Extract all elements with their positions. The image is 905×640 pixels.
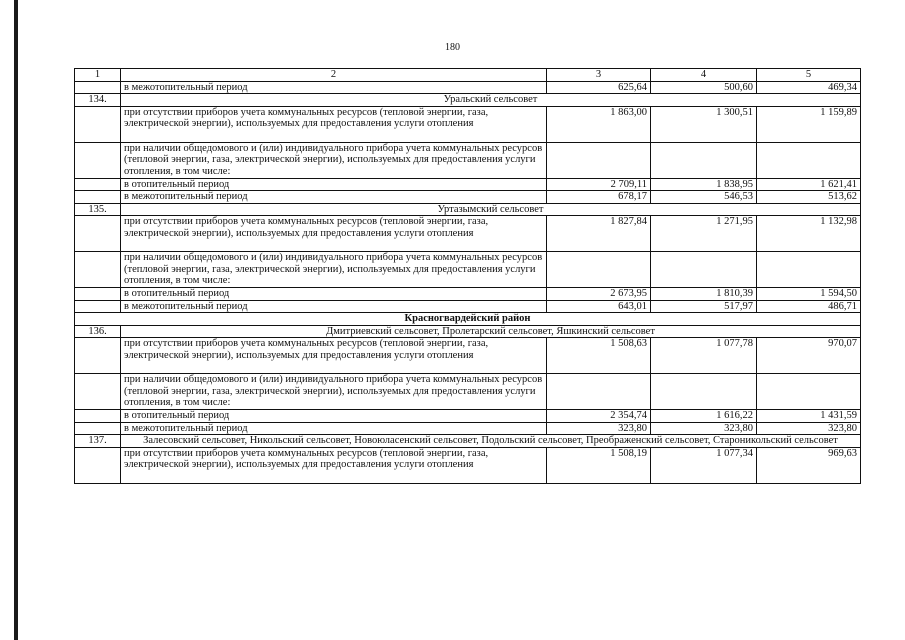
header-row [75,69,861,82]
value-col-3: 625,64 [547,81,651,94]
value-col-3: 643,01 [547,300,651,313]
value-col-4: 1 300,51 [651,106,757,142]
district-row [75,313,861,326]
row-label: при отсутствии приборов учета коммунальных ресурсов (тепловой энергии, газа, электрической энергии), используемых для предоставления услуги отопления [121,106,547,142]
section-number: 134. [75,94,121,107]
value-col-4: 546,53 [651,191,757,204]
value-col-5: 1 621,41 [757,178,861,191]
table-row [75,106,861,142]
value-col-4: 1 077,34 [651,447,757,483]
row-label: при наличии общедомового и (или) индивидуального прибора учета коммунальных ресурсов (тепловой энергии, газа, электрической энергии), используемых для предоставления услуги отопления, в том числе: [121,142,547,178]
value-col-5: 1 159,89 [757,106,861,142]
value-col-3: 2 709,11 [547,178,651,191]
left-margin-rule [14,0,18,640]
row-label: в отопительный период [121,410,547,423]
table-row [75,422,861,435]
value-col-4: 1 271,95 [651,216,757,252]
value-col-5: 486,71 [757,300,861,313]
value-col-5: 970,07 [757,338,861,374]
table-row [75,447,861,483]
value-col-3: 323,80 [547,422,651,435]
value-col-4: 1 077,78 [651,338,757,374]
header-col-3: 3 [547,69,651,82]
value-col-5: 969,63 [757,447,861,483]
row-label: при наличии общедомового и (или) индивидуального прибора учета коммунальных ресурсов (тепловой энергии, газа, электрической энергии), используемых для предоставления услуги отопления, в том числе: [121,374,547,410]
table-row [75,374,861,410]
row-label: в отопительный период [121,178,547,191]
value-col-5: 513,62 [757,191,861,204]
value-col-5: 1 594,50 [757,288,861,301]
value-col-5: 323,80 [757,422,861,435]
value-col-3: 1 863,00 [547,106,651,142]
table-row [75,410,861,423]
row-label: при отсутствии приборов учета коммунальных ресурсов (тепловой энергии, газа, электрической энергии), используемых для предоставления услуги отопления [121,216,547,252]
table-row [75,288,861,301]
row-label: в межотопительный период [121,81,547,94]
header-col-2: 2 [121,69,547,82]
row-label: при отсутствии приборов учета коммунальных ресурсов (тепловой энергии, газа, электрической энергии), используемых для предоставления услуги отопления [121,338,547,374]
header-col-4: 4 [651,69,757,82]
header-col-1: 1 [75,69,121,82]
section-header-134 [75,94,861,107]
row-label: в межотопительный период [121,191,547,204]
section-title: Уральский сельсовет [121,94,861,107]
value-col-4: 1 810,39 [651,288,757,301]
section-title: Залесовский сельсовет, Никольский сельсовет, Новоюласенский сельсовет, Подольский сельсовет, Преображенский сельсовет, Староникольский сельсовет [121,435,861,448]
value-col-3: 678,17 [547,191,651,204]
value-col-3: 2 673,95 [547,288,651,301]
table-row [75,300,861,313]
value-col-4: 517,97 [651,300,757,313]
section-header-135 [75,203,861,216]
value-col-3: 2 354,74 [547,410,651,423]
value-col-5: 1 132,98 [757,216,861,252]
value-col-4: 323,80 [651,422,757,435]
section-number: 135. [75,203,121,216]
row-label: в отопительный период [121,288,547,301]
value-col-3: 1 827,84 [547,216,651,252]
table-row [75,81,861,94]
section-number: 136. [75,325,121,338]
section-header-137 [75,435,861,448]
table-row [75,252,861,288]
table-row [75,338,861,374]
header-col-5: 5 [757,69,861,82]
tariff-table [74,68,861,484]
value-col-3: 1 508,63 [547,338,651,374]
row-label: в межотопительный период [121,422,547,435]
section-title: Уртазымский сельсовет [121,203,861,216]
row-label: в межотопительный период [121,300,547,313]
table-row [75,142,861,178]
row-label: при отсутствии приборов учета коммунальных ресурсов (тепловой энергии, газа, электрической энергии), используемых для предоставления услуги отопления [121,447,547,483]
section-header-136 [75,325,861,338]
page-number: 180 [445,42,460,53]
value-col-3: 1 508,19 [547,447,651,483]
table-row [75,191,861,204]
value-col-5: 469,34 [757,81,861,94]
value-col-5: 1 431,59 [757,410,861,423]
table-row [75,178,861,191]
section-number: 137. [75,435,121,448]
value-col-4: 1 838,95 [651,178,757,191]
row-label: при наличии общедомового и (или) индивидуального прибора учета коммунальных ресурсов (тепловой энергии, газа, электрической энергии), используемых для предоставления услуги отопления, в том числе: [121,252,547,288]
value-col-4: 500,60 [651,81,757,94]
value-col-4: 1 616,22 [651,410,757,423]
table-row [75,216,861,252]
section-title: Дмитриевский сельсовет, Пролетарский сельсовет, Яшкинский сельсовет [121,325,861,338]
district-title: Красногвардейский район [75,313,861,326]
